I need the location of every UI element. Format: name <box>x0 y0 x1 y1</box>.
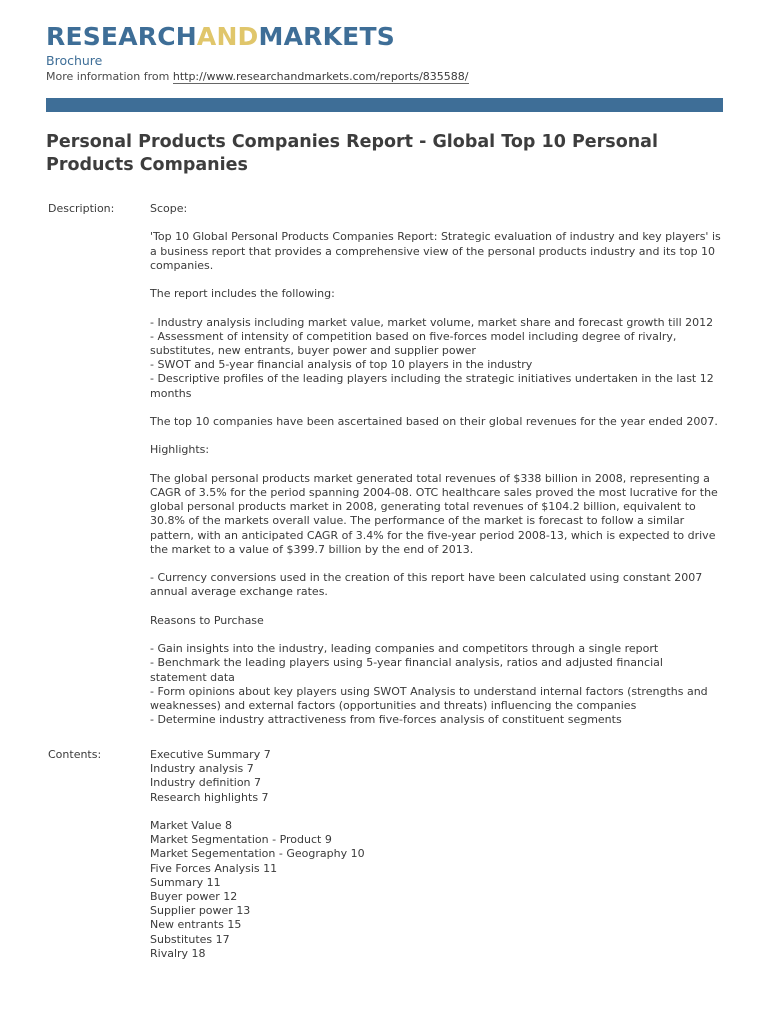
contents-label: Contents: <box>48 748 102 761</box>
contents-item: Research highlights 7 <box>150 790 269 804</box>
reasons-list <box>150 642 722 727</box>
contents-item: Five Forces Analysis 11 <box>150 861 278 875</box>
header-divider-bar <box>46 98 723 112</box>
brochure-label: Brochure <box>46 53 103 68</box>
contents-item: Buyer power 12 <box>150 890 238 904</box>
contents-item: Supplier power 13 <box>150 904 251 918</box>
highlights-text: The global personal products market generated total revenues of $338 billion in 2008, representing a CAGR of 3.5% for the period spanning 2004-08. OTC healthcare sales proved the most lucrative for the global personal products market in 2008, generating total revenues of $104.2 billion, equivalent to 30.8% of the markets overall value. The performance of the market is forecast to follow a similar pattern, with an anticipated CAGR of 3.4% for the five-year period 2008-13, which is expected to drive the market to a value of $399.7 billion by the end of 2013. <box>150 471 718 556</box>
contents-item: New entrants 15 <box>150 918 242 932</box>
scope-heading: Scope: <box>150 202 188 215</box>
includes-item: - Industry analysis including market value, market volume, market share and forecast growth till 2012 <box>150 315 714 329</box>
includes-item: - Assessment of intensity of competition based on five-forces model including degree of rivalry, substitutes, new entrants, buyer power and supplier power <box>150 329 677 357</box>
reasons-heading: Reasons to Purchase <box>150 613 264 627</box>
reasons-item: - Benchmark the leading players using 5-year financial analysis, ratios and adjusted financial statement data <box>150 656 663 684</box>
currency-note: - Currency conversions used in the creation of this report have been calculated using constant 2007 annual average exchange rates. <box>150 571 703 599</box>
contents-item: Summary 11 <box>150 875 221 889</box>
includes-list <box>150 316 722 401</box>
contents-group <box>150 748 722 805</box>
logo-research: RESEARCH <box>46 22 197 51</box>
contents-item: Substitutes 17 <box>150 932 230 946</box>
report-title: Personal Products Companies Report - Global Top 10 Personal Products Companies <box>46 132 658 175</box>
more-information-line <box>46 70 469 83</box>
contents-item: Market Segementation - Geography 10 <box>150 847 365 861</box>
reasons-item: - Gain insights into the industry, leading companies and competitors through a single report <box>150 642 659 656</box>
contents-item: Market Segmentation - Product 9 <box>150 833 332 847</box>
research-and-markets-logo <box>46 22 395 51</box>
more-info-text: More information from <box>46 70 173 83</box>
contents-item: Rivalry 18 <box>150 946 206 960</box>
contents-list <box>150 748 722 975</box>
report-url-link[interactable]: http://www.researchandmarkets.com/reports/835588/ <box>172 70 469 83</box>
description-body <box>150 202 722 742</box>
contents-item: Market Value 8 <box>150 819 233 832</box>
contents-item: Executive Summary 7 <box>150 748 271 761</box>
includes-heading: The report includes the following: <box>150 287 335 301</box>
reasons-item: - Form opinions about key players using SWOT Analysis to understand internal factors (strengths and weaknesses) and external factors (opportunities and threats) influencing the companies <box>150 684 708 712</box>
reasons-item: - Determine industry attractiveness from five-forces analysis of constituent segments <box>150 713 622 727</box>
scope-intro: 'Top 10 Global Personal Products Companies Report: Strategic evaluation of industry and key players' is a business report that provides a comprehensive view of the personal products industry and its top 10 companies. <box>150 230 721 272</box>
contents-item: Industry analysis 7 <box>150 762 254 776</box>
contents-item: Industry definition 7 <box>150 776 262 790</box>
description-label: Description: <box>48 202 115 215</box>
logo-and: AND <box>196 22 259 51</box>
includes-item: - Descriptive profiles of the leading players including the strategic initiatives undertaken in the last 12 months <box>150 372 714 400</box>
top10-note: The top 10 companies have been ascertained based on their global revenues for the year ended 2007. <box>150 414 718 428</box>
contents-group <box>150 819 722 961</box>
highlights-heading: Highlights: <box>150 443 210 457</box>
logo-markets: MARKETS <box>258 22 395 51</box>
includes-item: - SWOT and 5-year financial analysis of top 10 players in the industry <box>150 358 533 372</box>
